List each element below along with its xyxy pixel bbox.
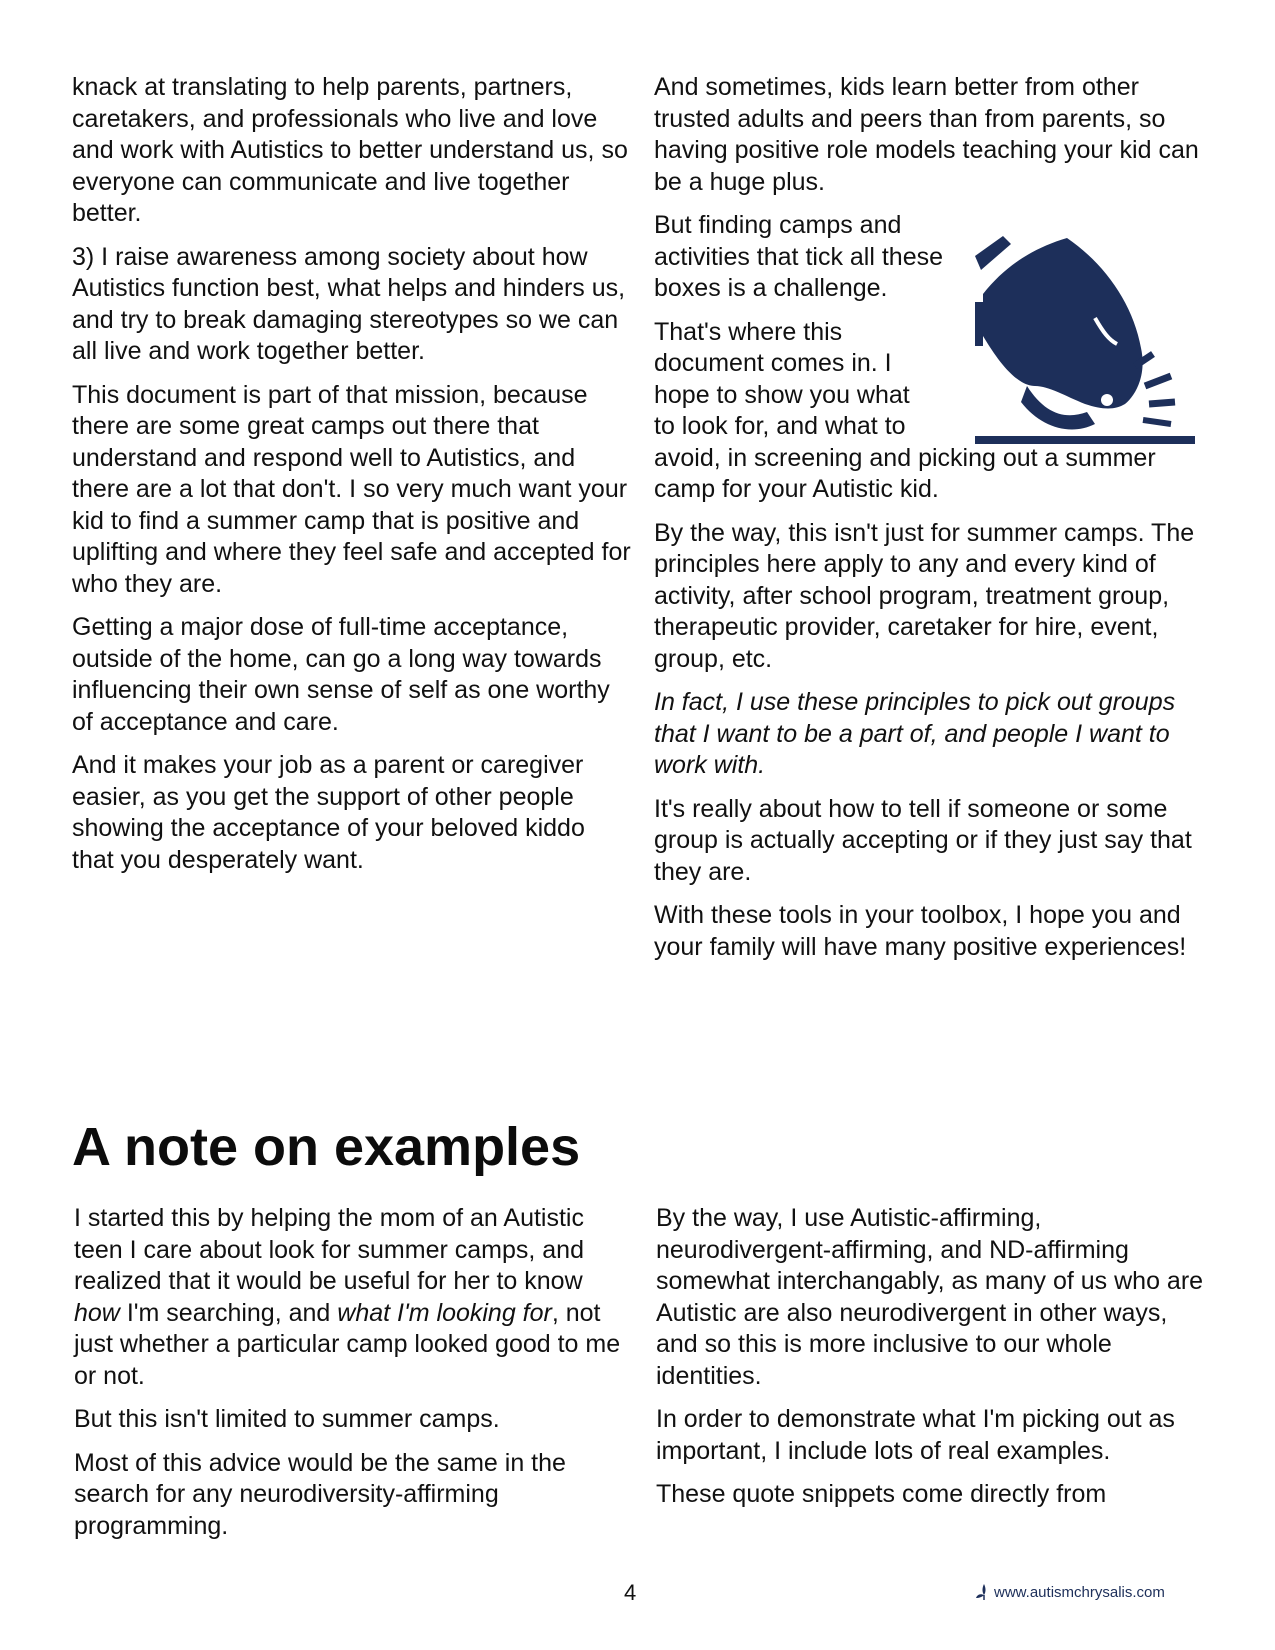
paragraph: These quote snippets come directly from: [656, 1480, 1107, 1508]
text-run: I'm searching, and: [119, 1298, 338, 1327]
paragraph: This document is part of that mission, because there are some great camps out there that understand and respond well to Autistics, and there are a lot that don't. I so very much want your kid to find a summer camp that is positive and uplifting and where they feel safe and accepted for who they are.: [72, 380, 631, 598]
paragraph: With these tools in your toolbox, I hope you and your family will have many positive experiences!: [654, 901, 1187, 961]
paragraph: [74, 1203, 634, 1392]
column-top-left: [72, 72, 632, 888]
column-bottom-right: [656, 1203, 1216, 1523]
paragraph: In order to demonstrate what I'm picking out as important, I include lots of real examples.: [656, 1405, 1175, 1465]
paragraph: And sometimes, kids learn better from other trusted adults and peers than from parents, so having positive role models teaching your kid can be a huge plus.: [654, 73, 1199, 196]
column-bottom-left: [74, 1203, 634, 1554]
text-run: I started this by helping the mom of an Autistic teen I care about look for summer camps, and realized that it would be useful for her to know: [74, 1204, 584, 1295]
paragraph: But finding camps and activities that tick all these boxes is a challenge.: [654, 211, 944, 302]
paragraph: Getting a major dose of full-time acceptance, outside of the home, can go a long way towards influencing their own sense of self as one worthy of acceptance and care.: [72, 613, 610, 736]
emphasis: how: [74, 1298, 120, 1327]
footer-link[interactable]: [976, 1583, 1165, 1601]
text-run: , not just whether a particular camp looked good to me or not.: [74, 1298, 621, 1390]
paragraph: But this isn't limited to summer camps.: [74, 1405, 500, 1433]
emphasis: what I'm looking for: [337, 1298, 552, 1327]
paragraph: It's really about how to tell if someone or some group is actually accepting or if they just say that they are.: [654, 794, 1192, 886]
paragraph: Most of this advice would be the same in the search for any neurodiversity-affirming programming.: [74, 1448, 566, 1540]
footer-url[interactable]: www.autismchrysalis.com: [994, 1583, 1165, 1601]
column-top-right: [654, 72, 1214, 975]
paragraph: knack at translating to help parents, partners, caretakers, and professionals who live and love and work with Autistics to better understand us, so everyone can communicate and live together better.: [72, 73, 628, 227]
paragraph-text: That's where this document comes in. I hope to show you what to look for, and what to avoid, in screening and picking out a summer camp for your Autistic kid.: [654, 317, 1156, 503]
paragraph: And it makes your job as a parent or caregiver easier, as you get the support of other people showing the acceptance of your beloved kiddo that you desperately want.: [72, 751, 585, 874]
italic-paragraph: In fact, I use these principles to pick out groups that I want to be a part of, and people I want to work with.: [654, 688, 1176, 779]
paragraph: 3) I raise awareness among society about how Autistics function best, what helps and hinders us, and try to break damaging stereotypes so we can all live and work together better.: [72, 242, 626, 365]
paragraph: By the way, this isn't just for summer camps. The principles here apply to any and every kind of activity, after school program, treatment group, therapeutic provider, caretaker for hire, event, group, etc.: [654, 518, 1195, 673]
horse-head-sniffing-icon: [975, 236, 1195, 450]
chrysalis-butterfly-icon: [976, 1583, 992, 1601]
section-heading: A note on examples: [72, 1117, 581, 1177]
paragraph: By the way, I use Autistic-affirming, neurodivergent-affirming, and ND-affirming somewhat interchangably, as many of us who are Autistic are also neurodivergent in other ways, and so this is more inclusive to our whole identities.: [656, 1204, 1204, 1390]
page-number: 4: [624, 1580, 637, 1605]
